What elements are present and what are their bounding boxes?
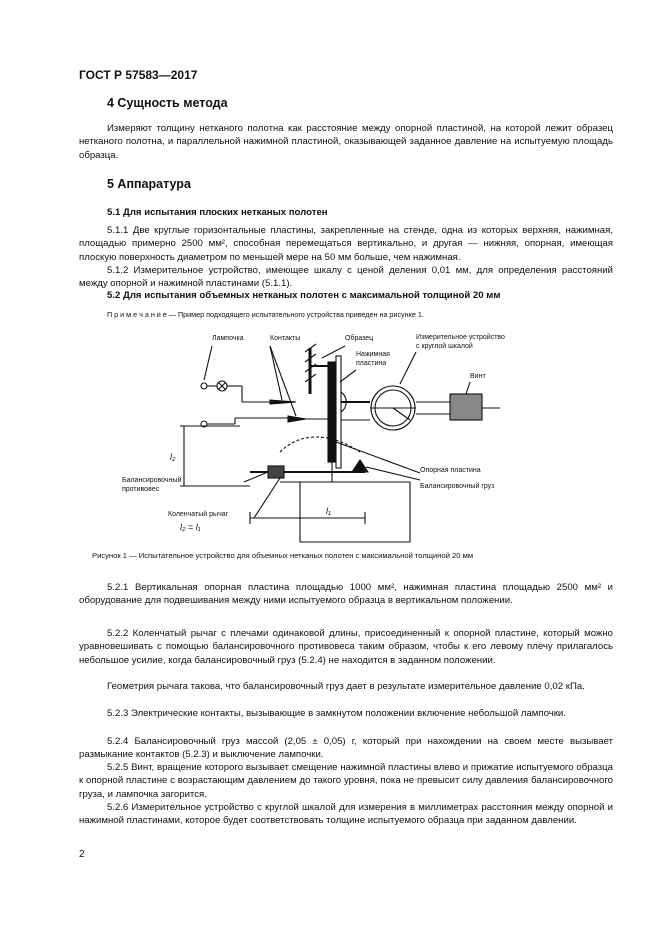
figure-caption: Рисунок 1 — Испытательное устройство для объемных нетканых полотен с максимальной толщиной 20 мм — [92, 551, 474, 560]
label-press-plate-2: пластина — [356, 360, 387, 367]
label-l1: l₁ — [326, 506, 331, 516]
lamp-terminal — [201, 383, 207, 389]
label-gauge-1: Измерительное устройство — [416, 334, 505, 341]
note-text: П р и м е ч а н и е — Пример подходящего испытательного устройства приведен на рисунке 1. — [107, 310, 424, 319]
label-contacts: Контакты — [270, 335, 301, 342]
paragraph-5-2-1: 5.2.1 Вертикальная опорная пластина площадью 1000 мм², нажимная пластина площадью 2500 мм² и оборудование для подвешивания между ними испытуемого образца в вертикальном положении. — [79, 582, 613, 607]
section-5-title: 5 Аппаратура — [107, 177, 191, 191]
paragraph-5-2-3: 5.2.3 Электрические контакты, вызывающие в замкнутом положении включение небольшой лампочки. — [107, 708, 566, 719]
support-plate — [328, 362, 336, 462]
label-balance-weight: Балансировочный груз — [420, 483, 495, 490]
paragraph-5-1-1: 5.1.1 Две круглые горизонтальные пластины, закрепленные на стенде, одна из которых верхняя, нажимная, площадью примерно 2500 мм², способная перемещаться вертикально, и другая — нижняя, опорная, имеющая плоскую поверхность диаметром по меньшей мере на 50 мм больше, чем нажимная. — [79, 225, 613, 263]
label-press-plate-1: Нажимная — [356, 351, 390, 358]
paragraph-5-2-4: 5.2.4 Балансировочный груз массой (2,05 ± 0,05) г, который при нахождении на своем месте вызывает размыкание контактов (5.2.3) и выключение лампочки. — [79, 736, 613, 761]
contact-lower — [288, 416, 306, 422]
label-counterweight-1: Балансировочный — [122, 477, 182, 484]
paragraph-5-2-2: 5.2.2 Коленчатый рычаг с плечами одинаковой длины, присоединенный к опорной пластине, который можно уравновешивать с помощью балансировочного противовеса таким образом, чтобы к его левому плечу прилагалось небольшое усилие, когда балансировочный груз (5.2.4) не находится в заданном положении. — [79, 628, 613, 666]
label-gauge-2: с круглой шкалой — [416, 343, 473, 350]
label-l2-eq-l1: l₂ = l₁ — [180, 522, 201, 532]
counterweight — [268, 466, 284, 478]
paragraph-5-2-2-geometry: Геометрия рычага такова, что балансировочный груз дает в результате измерительное давление 0,02 кПа. — [107, 681, 585, 692]
subsection-5-1-title: 5.1 Для испытания плоских нетканых полотен — [107, 207, 328, 218]
label-lever: Коленчатый рычаг — [168, 511, 229, 518]
page-number: 2 — [79, 849, 85, 860]
paragraph-5-1-2: 5.1.2 Измерительное устройство, имеющее шкалу с ценой деления 0,01 мм, для определения расстояний между опорной и нажимной пластинами (5.1.1). — [79, 265, 613, 290]
label-lamp: Лампочка — [212, 335, 244, 342]
screw — [450, 394, 482, 420]
document-header: ГОСТ Р 57583—2017 — [79, 68, 198, 82]
contact-upper — [270, 400, 296, 404]
label-sample: Образец — [345, 335, 374, 342]
label-l2: l₂ — [170, 452, 176, 462]
label-counterweight-2: противовес — [122, 486, 160, 493]
balance-weight — [352, 460, 368, 472]
section-4-text: Измеряют толщину нетканого полотна как расстояние между опорной пластиной, на которой лежит образец нетканого полотна, и параллельной нажимной пластиной, оказывающей заданное давление на испытуемую площадь образца. — [79, 123, 613, 161]
paragraph-5-2-6: 5.2.6 Измерительное устройство с круглой шкалой для измерения в миллиметрах расстояния между опорной и нажимной пластинами, которое будет соответствовать толщине испытуемого образца при заданном давлении. — [79, 802, 613, 827]
paragraph-5-2-5: 5.2.5 Винт, вращение которого вызывает смещение нажимной пластины влево и прижатие испытуемого образца к опорной пластине с возрастающим давлением до такого уровня, пока не превысит силу давления балансировочного груза, и лампочка загорится. — [79, 762, 613, 800]
subsection-5-2-title: 5.2 Для испытания объемных нетканых полотен с максимальной толщиной 20 мм — [107, 290, 501, 301]
label-screw: Винт — [470, 373, 486, 380]
figure-1-diagram — [120, 322, 540, 544]
section-4-title: 4 Сущность метода — [107, 96, 228, 110]
press-plate — [336, 356, 341, 468]
label-support-plate: Опорная пластина — [420, 467, 481, 474]
